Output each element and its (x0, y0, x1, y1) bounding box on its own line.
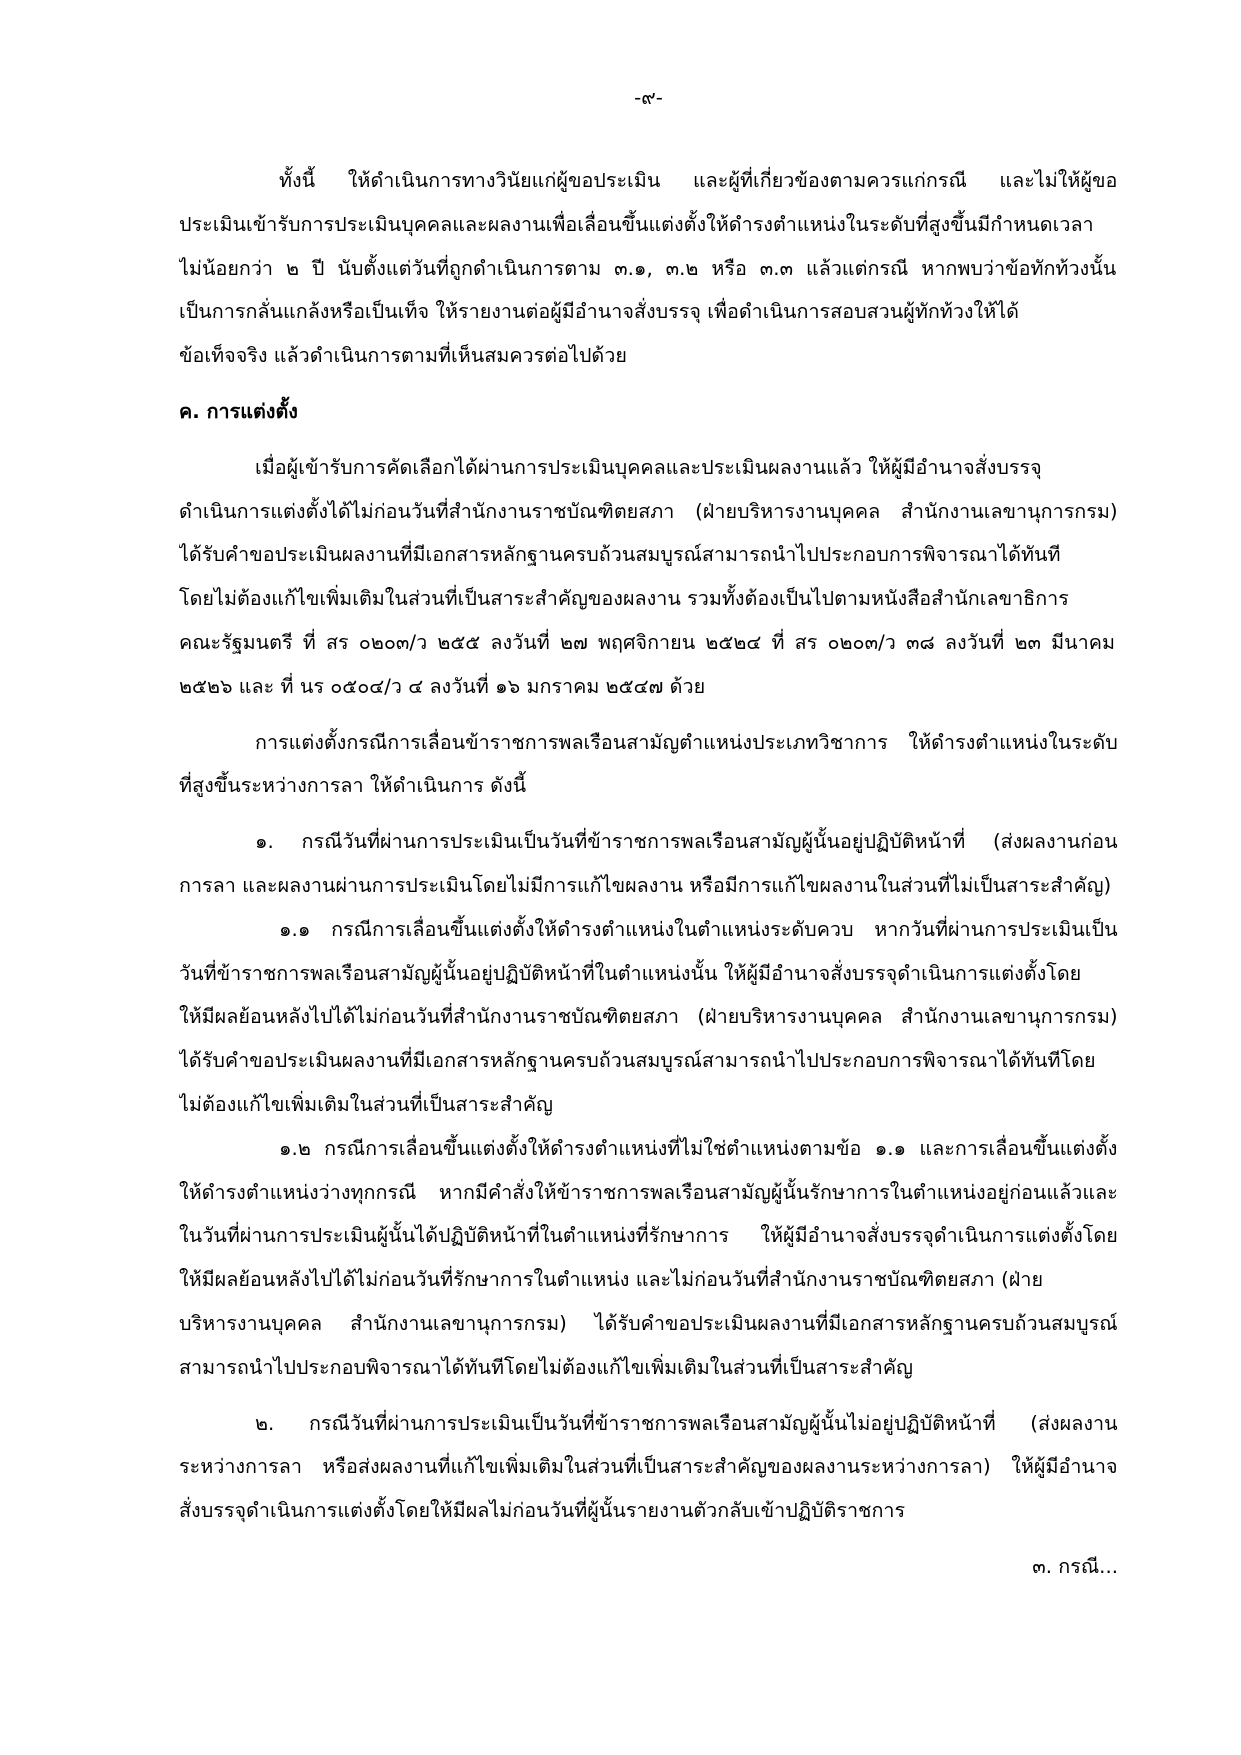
paragraph-line: ในวันที่ผ่านการประเมินผู้นั้นได้ปฏิบัติหน้าที่ในตำแหน่งที่รักษาการ ให้ผู้มีอำนาจสั่งบรรจุดำเนินการแต่งตั้งโดย (179, 1224, 1118, 1248)
paragraph-line: ให้มีผลย้อนหลังไปได้ไม่ก่อนวันที่รักษาการในตำแหน่ง และไม่ก่อนวันที่สำนักงานราชบัณฑิตยสภา (ฝ่าย (179, 1268, 1044, 1292)
paragraph-line: ๑.๑ กรณีการเลื่อนขึ้นแต่งตั้งให้ดำรงตำแหน่งในตำแหน่งระดับควบ หากวันที่ผ่านการประเมินเป็น (279, 917, 1118, 941)
case-1-2-paragraph (179, 1127, 1118, 1390)
case-2-paragraph (179, 1402, 1118, 1533)
paragraph-line: ประเมินเข้ารับการประเมินบุคคลและผลงานเพื่อเลื่อนขึ้นแต่งตั้งให้ดำรงตำแหน่งในระดับที่สูงขึ้นมีกำหนดเวลา (179, 212, 1094, 236)
paragraph-line: เป็นการกลั่นแกล้งหรือเป็นเท็จ ให้รายงานต่อผู้มีอำนาจสั่งบรรจุ เพื่อดำเนินการสอบสวนผู้ทักท้วงให้ได้ (179, 300, 1019, 324)
paragraph-line: ได้รับคำขอประเมินผลงานที่มีเอกสารหลักฐานครบถ้วนสมบูรณ์สามารถนำไปประกอบการพิจารณาได้ทันทีโดย (179, 1049, 1096, 1073)
paragraph-line: ๒. กรณีวันที่ผ่านการประเมินเป็นวันที่ข้าราชการพลเรือนสามัญผู้นั้นไม่อยู่ปฏิบัติหน้าที่ (ส่งผลงาน (255, 1411, 1118, 1435)
paragraph-line: สั่งบรรจุดำเนินการแต่งตั้งโดยให้มีผลไม่ก่อนวันที่ผู้นั้นรายงานตัวกลับเข้าปฏิบัติราชการ (179, 1499, 906, 1523)
paragraph-line: ดำเนินการแต่งตั้งได้ไม่ก่อนวันที่สำนักงานราชบัณฑิตยสภา (ฝ่ายบริหารงานบุคคล สำนักงานเลขานุการกรม) (179, 499, 1118, 523)
paragraph-line: ที่สูงขึ้นระหว่างการลา ให้ดำเนินการ ดังนี้ (179, 774, 527, 798)
paragraph-line: ให้มีผลย้อนหลังไปได้ไม่ก่อนวันที่สำนักงานราชบัณฑิตยสภา (ฝ่ายบริหารงานบุคคล สำนักงานเลขานุการกรม) (179, 1005, 1118, 1029)
leave-intro-paragraph (179, 721, 1118, 809)
case-1-paragraph (179, 820, 1118, 908)
paragraph-line: การลา และผลงานผ่านการประเมินโดยไม่มีการแก้ไขผลงาน หรือมีการแก้ไขผลงานในส่วนที่ไม่เป็นสาระสำคัญ) (179, 873, 1112, 897)
paragraph-line: โดยไม่ต้องแก้ไขเพิ่มเติมในส่วนที่เป็นสาระสำคัญของผลงาน รวมทั้งต้องเป็นไปตามหนังสือสำนักเลขาธิการ (179, 587, 1069, 611)
paragraph-line: เมื่อผู้เข้ารับการคัดเลือกได้ผ่านการประเมินบุคคลและประเมินผลงานแล้ว ให้ผู้มีอำนาจสั่งบรรจุ (255, 455, 1042, 479)
continuation-marker: ๓. กรณี... (1032, 1554, 1118, 1578)
paragraph-line: คณะรัฐมนตรี ที่ สร ๐๒๐๓/ว ๒๕๕ ลงวันที่ ๒๗ พฤศจิกายน ๒๕๒๔ ที่ สร ๐๒๐๓/ว ๓๘ ลงวันที่ ๒๓ มีนาคม (179, 630, 1115, 654)
paragraph-line: สามารถนำไปประกอบพิจารณาได้ทันทีโดยไม่ต้องแก้ไขเพิ่มเติมในส่วนที่เป็นสาระสำคัญ (179, 1355, 913, 1379)
paragraph-line: ให้ดำรงตำแหน่งว่างทุกกรณี หากมีคำสั่งให้ข้าราชการพลเรือนสามัญผู้นั้นรักษาการในตำแหน่งอยู่ก่อนแล้วและ (179, 1180, 1118, 1204)
appointment-paragraph (179, 446, 1118, 709)
paragraph-line: ข้อเท็จจริง แล้วดำเนินการตามที่เห็นสมควรต่อไปด้วย (179, 344, 627, 368)
paragraph-line: ได้รับคำขอประเมินผลงานที่มีเอกสารหลักฐานครบถ้วนสมบูรณ์สามารถนำไปประกอบการพิจารณาได้ทันที (179, 543, 1061, 567)
paragraph-line: ทั้งนี้ ให้ดำเนินการทางวินัยแก่ผู้ขอประเมิน และผู้ที่เกี่ยวข้องตามควรแก่กรณี และไม่ให้ผู้ขอ (279, 169, 1118, 192)
case-1-1-paragraph (179, 908, 1118, 1127)
paragraph-line: การแต่งตั้งกรณีการเลื่อนข้าราชการพลเรือนสามัญตำแหน่งประเภทวิชาการ ให้ดำรงตำแหน่งในระดับ (255, 730, 1118, 754)
paragraph-line: ระหว่างการลา หรือส่งผลงานที่แก้ไขเพิ่มเติมในส่วนที่เป็นสาระสำคัญของผลงานระหว่างการลา) ให้ผู้มีอำนาจ (179, 1455, 1118, 1479)
section-heading: ค. การแต่งตั้ง (179, 399, 298, 423)
paragraph-line: ๒๕๒๖ และ ที่ นร ๐๕๐๔/ว ๔ ลงวันที่ ๑๖ มกราคม ๒๕๔๗ ด้วย (179, 674, 706, 698)
paragraph-line: ไม่น้อยกว่า ๒ ปี นับตั้งแต่วันที่ถูกดำเนินการตาม ๓.๑, ๓.๒ หรือ ๓.๓ แล้วแต่กรณี หากพบว่าข้อทักท้วงนั้น (179, 256, 1117, 280)
paragraph-line: วันที่ข้าราชการพลเรือนสามัญผู้นั้นอยู่ปฏิบัติหน้าที่ในตำแหน่งนั้น ให้ผู้มีอำนาจสั่งบรรจุดำเนินการแต่งตั้งโดย (179, 961, 1082, 985)
paragraph-line: ๑.๒ กรณีการเลื่อนขึ้นแต่งตั้งให้ดำรงตำแหน่งที่ไม่ใช่ตำแหน่งตามข้อ ๑.๑ และการเลื่อนขึ้นแต่งตั้ง (279, 1136, 1118, 1160)
paragraph-line: ๑. กรณีวันที่ผ่านการประเมินเป็นวันที่ข้าราชการพลเรือนสามัญผู้นั้นอยู่ปฏิบัติหน้าที่ (ส่งผลงานก่อน (255, 830, 1118, 854)
paragraph-line: ไม่ต้องแก้ไขเพิ่มเติมในส่วนที่เป็นสาระสำคัญ (179, 1092, 553, 1116)
intro-paragraph (179, 159, 1118, 378)
document-body (179, 159, 1118, 1589)
page-number: -๙- (634, 86, 663, 109)
paragraph-line: บริหารงานบุคคล สำนักงานเลขานุการกรม) ได้รับคำขอประเมินผลงานที่มีเอกสารหลักฐานครบถ้วนสมบูรณ์ (179, 1311, 1118, 1335)
